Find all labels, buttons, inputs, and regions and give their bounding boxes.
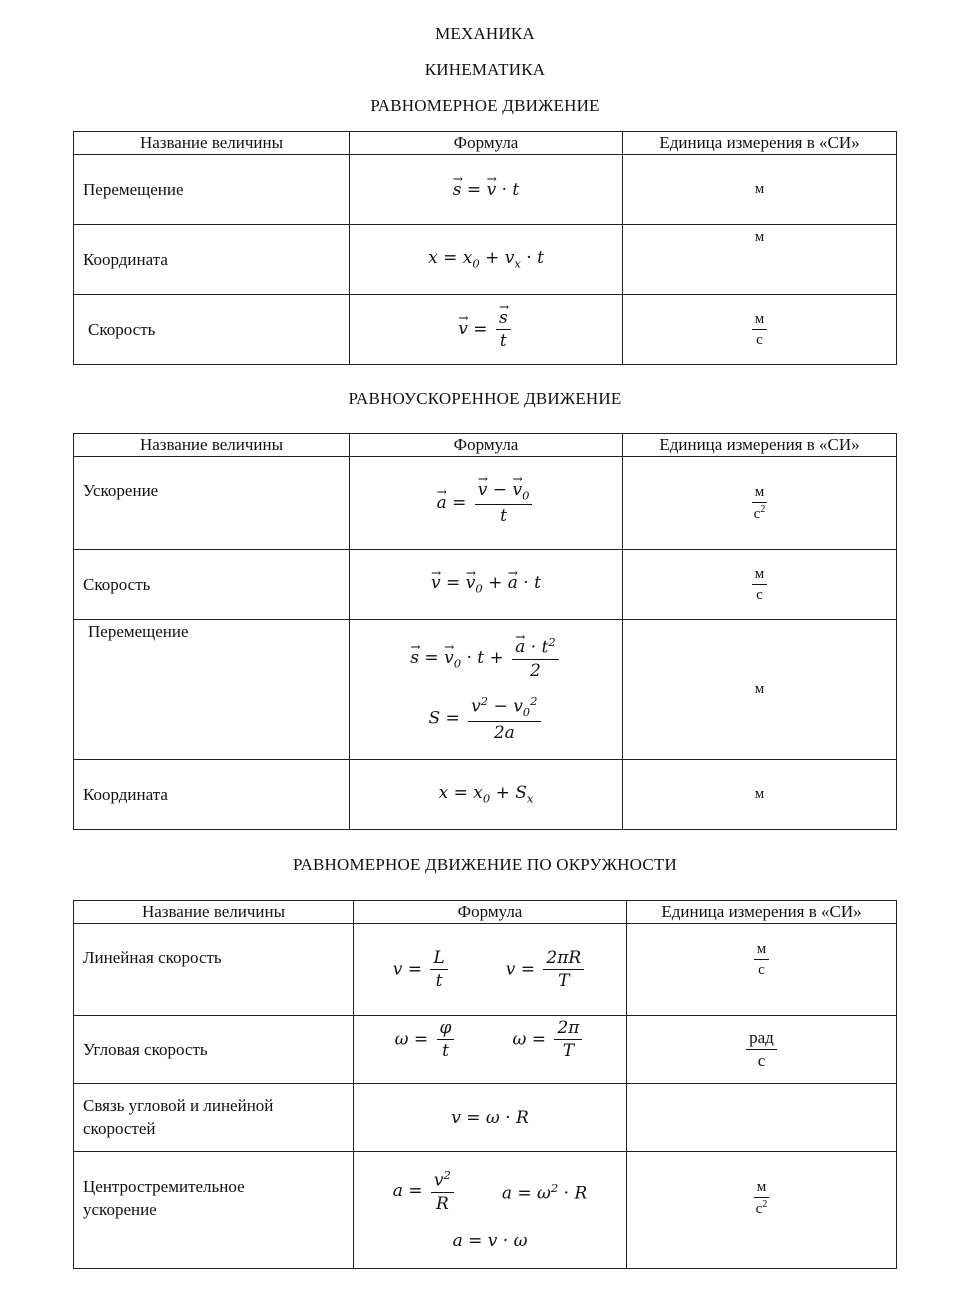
- subtitle-kinematics: КИНЕМАТИКА: [424, 60, 546, 79]
- formula-velocity-accelerated: → v = → $v_0$ + → a · t: [350, 550, 623, 620]
- formula-speed-relation: v = ω · R: [354, 1084, 627, 1152]
- quantity-name: Скорость: [74, 295, 350, 365]
- formula-displacement-accelerated: → s = → $v_0 \cdot t$ + → $\frac{a \cdot t^2}{2}$ S = $\frac{v^2 - v_0^2}{2a}$: [350, 620, 623, 760]
- unit-value: м: [623, 155, 897, 225]
- uniform-motion-table: [73, 131, 897, 365]
- table-row: [74, 550, 897, 620]
- formula-coordinate: $x = x_0 + v_x \cdot t$: [350, 225, 623, 295]
- unit-numerator: м: [754, 1178, 770, 1198]
- table-row: [74, 924, 897, 1016]
- unit-value: [627, 1084, 897, 1152]
- table-row: [74, 1016, 897, 1084]
- unit-denominator: с: [757, 1051, 766, 1070]
- unit-numerator: м: [752, 310, 768, 330]
- unit-value: м: [623, 760, 897, 830]
- section-title-uniform: РАВНОМЕРНОЕ ДВИЖЕНИЕ: [370, 96, 600, 115]
- circular-motion-table: [73, 900, 897, 1269]
- unit-denominator: с: [755, 1201, 763, 1217]
- unit-value: м: [623, 620, 897, 760]
- table-row: [74, 295, 897, 365]
- unit-fraction: [627, 1152, 897, 1269]
- unit-fraction: [627, 1016, 897, 1084]
- quantity-name: Линейная скорость: [74, 924, 354, 1016]
- accelerated-motion-table: [73, 433, 897, 830]
- formula-displacement: → s = → v · t: [350, 155, 623, 225]
- formula-acceleration: → a = → $\frac{v - \to v_0}{t}$: [350, 457, 623, 550]
- unit-numerator: м: [752, 483, 768, 503]
- table-row: [74, 620, 897, 760]
- column-header-formula: Формула: [350, 132, 623, 155]
- table-row: [74, 1084, 897, 1152]
- quantity-name: Угловая скорость: [74, 1016, 354, 1084]
- quantity-name: Перемещение: [74, 155, 350, 225]
- unit-value: м: [754, 229, 765, 245]
- unit-denominator: с: [756, 332, 763, 348]
- column-header-unit: Единица измерения в «СИ»: [627, 901, 897, 924]
- formula-centripetal-acceleration: a = $\frac{v^2}{R}$ $a = \omega^2 \cdot R$ a = v · ω: [354, 1152, 627, 1269]
- formula-angular-speed: ω = $\frac{\varphi}{t}$ ω = $\frac{2\pi}{T}$: [354, 1016, 627, 1084]
- quantity-name: Скорость: [74, 550, 350, 620]
- column-header-formula: Формула: [354, 901, 627, 924]
- column-header-formula: Формула: [350, 434, 623, 457]
- formula-coordinate-accelerated: $x = x_0 + S_x$: [350, 760, 623, 830]
- unit-denominator: с: [758, 962, 765, 978]
- column-header-name: Название величины: [74, 901, 354, 924]
- quantity-name: Координата: [74, 225, 350, 295]
- quantity-name: Ускорение: [74, 457, 350, 550]
- column-header-name: Название величины: [74, 434, 350, 457]
- formula-velocity: → v = → $\frac{s}{t}$: [350, 295, 623, 365]
- section-title-accelerated: РАВНОУСКОРЕННОЕ ДВИЖЕНИЕ: [348, 389, 622, 408]
- table-row: [74, 760, 897, 830]
- unit-fraction: [627, 924, 897, 1016]
- column-header-name: Название величины: [74, 132, 350, 155]
- column-header-unit: Единица измерения в «СИ»: [623, 434, 897, 457]
- unit-fraction: [623, 295, 897, 365]
- quantity-name: Связь угловой и линейной скоростей: [74, 1084, 354, 1152]
- column-header-unit: Единица измерения в «СИ»: [623, 132, 897, 155]
- unit-fraction: [623, 457, 897, 550]
- table-row: [74, 155, 897, 225]
- quantity-name: Координата: [74, 760, 350, 830]
- unit-exponent: 2: [762, 1199, 768, 1210]
- unit-denominator: с: [756, 587, 763, 603]
- page-title: МЕХАНИКА: [435, 24, 535, 43]
- formula-linear-speed: v = $\frac{L}{t}$ v = $\frac{2\pi R}{T}$: [354, 924, 627, 1016]
- unit-numerator: м: [754, 940, 770, 960]
- unit-denominator: с: [753, 506, 761, 522]
- quantity-name: Центростремительное ускорение: [74, 1152, 354, 1269]
- unit-numerator: рад: [746, 1028, 777, 1050]
- table-row: [74, 457, 897, 550]
- table-row: [74, 1152, 897, 1269]
- section-title-circular: РАВНОМЕРНОЕ ДВИЖЕНИЕ ПО ОКРУЖНОСТИ: [293, 855, 677, 874]
- unit-fraction: [623, 550, 897, 620]
- unit-numerator: м: [752, 565, 768, 585]
- unit-exponent: 2: [760, 504, 766, 515]
- quantity-name: Перемещение: [74, 620, 350, 760]
- table-row: [74, 225, 897, 295]
